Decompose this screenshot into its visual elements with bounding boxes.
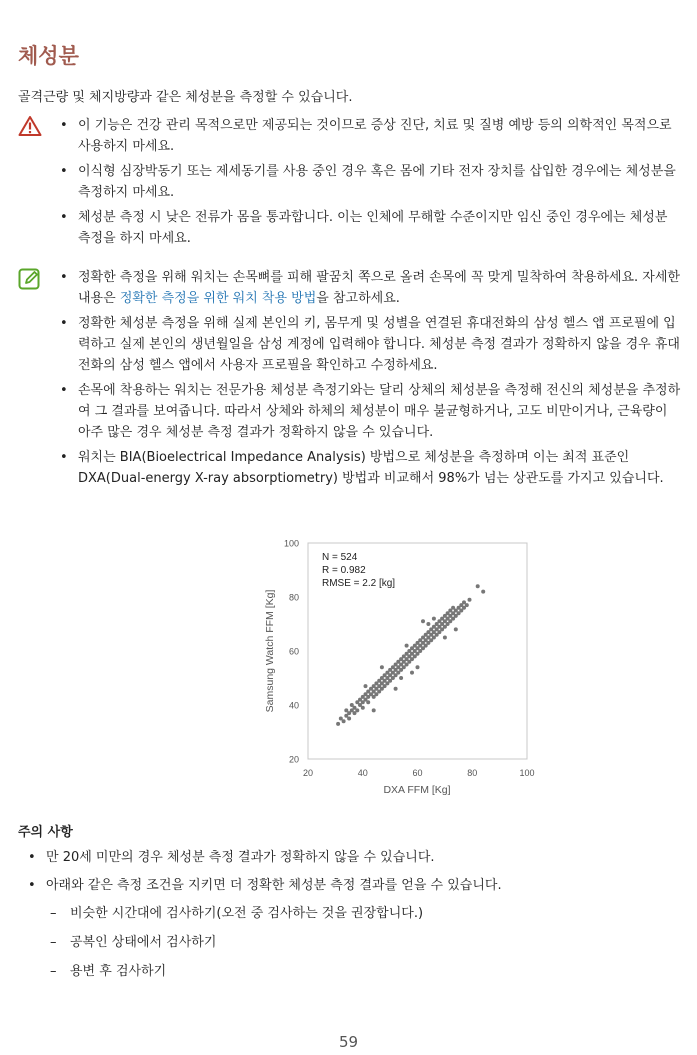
warning-list [18, 115, 683, 249]
y-tick-label: 20 [288, 754, 299, 765]
note-item: • 워치는 BIA(Bioelectrical Impedance Analysis) 방법으로 체성분을 측정하며 이는 최적 표준인 DXA(Dual-energy X-ray absorptiometry) 방법과 비교해서 98%가 넘는 상관도를 가지고 있습니다. [58, 447, 683, 489]
condition-item: – 용변 후 검사하기 [46, 961, 678, 982]
data-point [347, 717, 351, 721]
page-number: 59 [338, 1033, 359, 1051]
data-point [426, 622, 430, 626]
annotation-n: N = 524 [322, 552, 358, 563]
data-point [342, 719, 346, 723]
warning-section [18, 115, 683, 253]
x-tick-label: 100 [519, 768, 535, 778]
ffm-scatter-chart [262, 534, 538, 800]
note-section [18, 267, 683, 493]
page-title: 체성분 [18, 44, 79, 68]
y-tick-label: 80 [288, 592, 299, 603]
data-point [364, 684, 368, 688]
y-tick-label: 40 [288, 700, 299, 711]
y-tick-labels [284, 539, 299, 765]
x-tick-label: 20 [302, 768, 314, 778]
x-tick-label: 60 [412, 768, 423, 778]
data-point [476, 584, 480, 588]
data-point [410, 671, 414, 675]
precautions-list [18, 847, 678, 982]
x-axis-label: DXA FFM [Kg] [383, 784, 451, 796]
data-point [336, 722, 340, 726]
condition-item: – 공복인 상태에서 검사하기 [46, 932, 678, 953]
intro-text: 골격근량 및 체지방량과 같은 체성분을 측정할 수 있습니다. [18, 90, 353, 105]
data-point [465, 603, 469, 607]
precautions-title: 주의 사항 [18, 825, 73, 840]
note-list [18, 267, 683, 489]
data-point [432, 617, 436, 621]
note-pencil-icon [18, 267, 42, 291]
y-tick-label: 60 [288, 646, 299, 657]
warning-item: • 체성분 측정 시 낮은 전류가 몸을 통과합니다. 이는 인체에 무해할 수준이지만 임신 중인 경우에는 체성분 측정을 하지 마세요. [58, 207, 683, 249]
data-point [443, 636, 447, 640]
x-tick-label: 80 [467, 768, 478, 778]
scatter-points [336, 584, 485, 726]
condition-list [46, 903, 678, 982]
precaution-item [26, 875, 678, 982]
precaution-item: • 만 20세 미만의 경우 체성분 측정 결과가 정확하지 않을 수 있습니다. [26, 847, 678, 868]
x-tick-label: 40 [357, 768, 368, 778]
note-item: • 정확한 체성분 측정을 위해 실제 본인의 키, 몸무게 및 성별을 연결된 휴대전화의 삼성 헬스 앱 프로필에 입력하고 실제 본인의 생년월일을 삼성 계정에 입력해야 합니다. 체성분 측정 결과가 정확하지 않을 경우 휴대전화의 삼성 헬스 앱에서 사용자 프로필을 확인하고 수정하세요. [58, 313, 683, 376]
note-text: 을 참고하세요. [316, 291, 400, 306]
data-point [399, 676, 403, 680]
warning-item: • 이 기능은 건강 관리 목적으로만 제공되는 것이므로 증상 진단, 치료 및 질병 예방 등의 의학적인 목적으로 사용하지 마세요. [58, 115, 683, 157]
precaution-text: 아래와 같은 측정 조건을 지키면 더 정확한 체성분 측정 결과를 얻을 수 있습니다. [46, 878, 502, 893]
y-tick-label: 100 [283, 538, 299, 549]
warning-item: • 이식형 심장박동기 또는 제세동기를 사용 중인 경우 혹은 몸에 기타 전자 장치를 삽입한 경우에는 체성분을 측정하지 마세요. [58, 161, 683, 203]
y-axis-label: Samsung Watch FFM [Kg] [264, 589, 276, 713]
note-item [58, 267, 683, 309]
data-point [372, 708, 376, 712]
annotation-r: R = 0.982 [322, 565, 366, 576]
data-point [394, 687, 398, 691]
precautions-section [18, 847, 678, 990]
annotation-rmse: RMSE = 2.2 [kg] [322, 578, 396, 589]
data-point [416, 665, 420, 669]
data-point [454, 627, 458, 631]
watch-wearing-link[interactable]: 정확한 측정을 위한 워치 착용 방법 [119, 291, 317, 306]
note-item: • 손목에 착용하는 워치는 전문가용 체성분 측정기와는 달리 상체의 체성분을 측정해 전신의 체성분을 추정하여 그 결과를 보여줍니다. 따라서 상체와 하체의 체성분이 매우 불균형하거나, 고도 비만이거나, 근육량이 아주 많은 경우 체성분 측정 결과가 정확하지 않을 수 있습니다. [58, 380, 683, 443]
data-point [468, 598, 472, 602]
data-point [421, 619, 425, 623]
data-point [405, 644, 409, 648]
warning-triangle-icon [18, 115, 42, 137]
data-point [366, 700, 370, 704]
data-point [361, 706, 365, 710]
data-point [481, 590, 485, 594]
data-point [380, 665, 384, 669]
data-point [355, 708, 359, 712]
note-text: 정확한 측정을 위해 워치는 손목뼈를 피해 팔꿈치 쪽으로 올려 손목에 꼭 맞게 밀착하여 착용하세요. 자세한 내용은 [78, 270, 680, 306]
condition-item: – 비슷한 시간대에 검사하기(오전 중 검사하는 것을 권장합니다.) [46, 903, 678, 924]
x-tick-labels [303, 768, 535, 778]
